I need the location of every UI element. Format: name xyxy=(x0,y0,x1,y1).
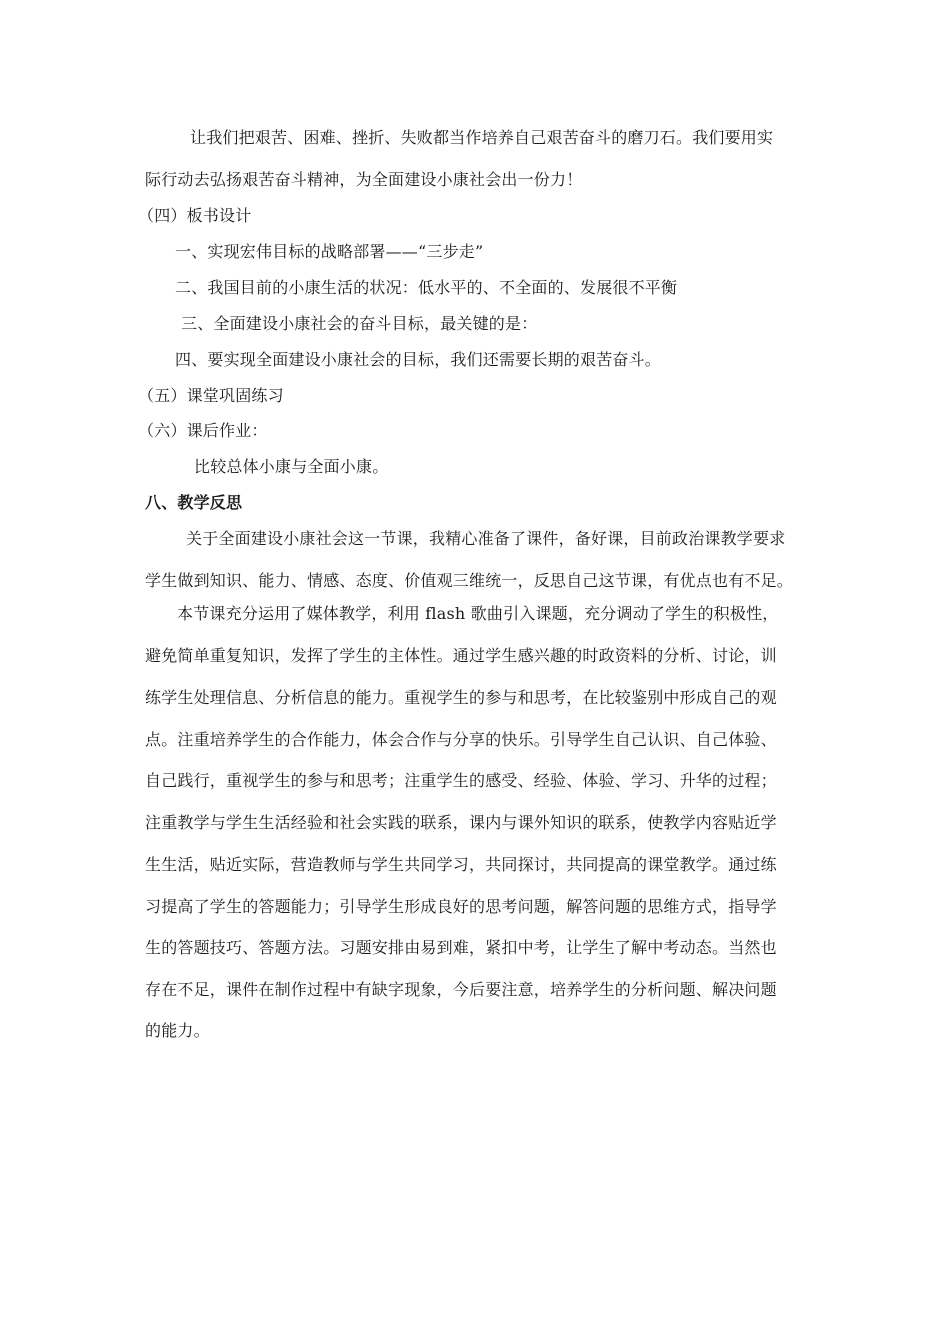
reflection-line: 练学生处理信息、分析信息的能力。重视学生的参与和思考，在比较鉴别中形成自己的观 xyxy=(145,688,777,707)
reflection-line: 注重教学与学生生活经验和社会实践的联系，课内与课外知识的联系，使教学内容贴近学 xyxy=(145,813,777,832)
reflection-line: 存在不足，课件在制作过程中有缺字现象，今后要注意，培养学生的分析问题、解决问题 xyxy=(145,980,777,999)
homework-content: 比较总体小康与全面小康。 xyxy=(194,457,389,476)
board-design-heading: （四）板书设计 xyxy=(138,206,252,225)
closing-paragraph-line-1: 让我们把艰苦、困难、挫折、失败都当作培养自己艰苦奋斗的磨刀石。我们要用实 xyxy=(190,128,774,147)
reflection-line: 生生活，贴近实际，营造教师与学生共同学习，共同探讨，共同提高的课堂教学。通过练 xyxy=(145,855,777,874)
reflection-line: 自己践行，重视学生的参与和思考；注重学生的感受、经验、体验、学习、升华的过程； xyxy=(145,771,777,790)
board-design-item: 二、我国目前的小康生活的状况：低水平的、不全面的、发展很不平衡 xyxy=(175,278,678,297)
reflection-line: 学生做到知识、能力、情感、态度、价值观三维统一，反思自己这节课，有优点也有不足。 xyxy=(145,571,794,590)
reflection-heading: 八、教学反思 xyxy=(145,493,243,512)
reflection-line: 的能力。 xyxy=(145,1021,210,1040)
closing-paragraph-line-2: 际行动去弘扬艰苦奋斗精神，为全面建设小康社会出一份力！ xyxy=(145,170,583,189)
reflection-line: 避免简单重复知识，发挥了学生的主体性。通过学生感兴趣的时政资料的分析、讨论，训 xyxy=(145,646,777,665)
reflection-line: 关于全面建设小康社会这一节课，我精心准备了课件，备好课，目前政治课教学要求 xyxy=(186,529,786,548)
reflection-line: 习提高了学生的答题能力；引导学生形成良好的思考问题，解答问题的思维方式，指导学 xyxy=(145,897,777,916)
board-design-item: 四、要实现全面建设小康社会的目标，我们还需要长期的艰苦奋斗。 xyxy=(175,350,662,369)
homework-heading: （六）课后作业： xyxy=(138,421,268,440)
practice-heading: （五）课堂巩固练习 xyxy=(138,386,284,405)
board-design-item: 一、实现宏伟目标的战略部署——“三步走” xyxy=(175,242,484,261)
reflection-line: 本节课充分运用了媒体教学，利用 flash 歌曲引入课题，充分调动了学生的积极性， xyxy=(177,604,779,623)
reflection-line: 生的答题技巧、答题方法。习题安排由易到难，紧扣中考，让学生了解中考动态。当然也 xyxy=(145,938,777,957)
board-design-item: 三、全面建设小康社会的奋斗目标，最关键的是： xyxy=(181,314,538,333)
reflection-line: 点。注重培养学生的合作能力，体会合作与分享的快乐。引导学生自己认识、自己体验、 xyxy=(145,730,777,749)
